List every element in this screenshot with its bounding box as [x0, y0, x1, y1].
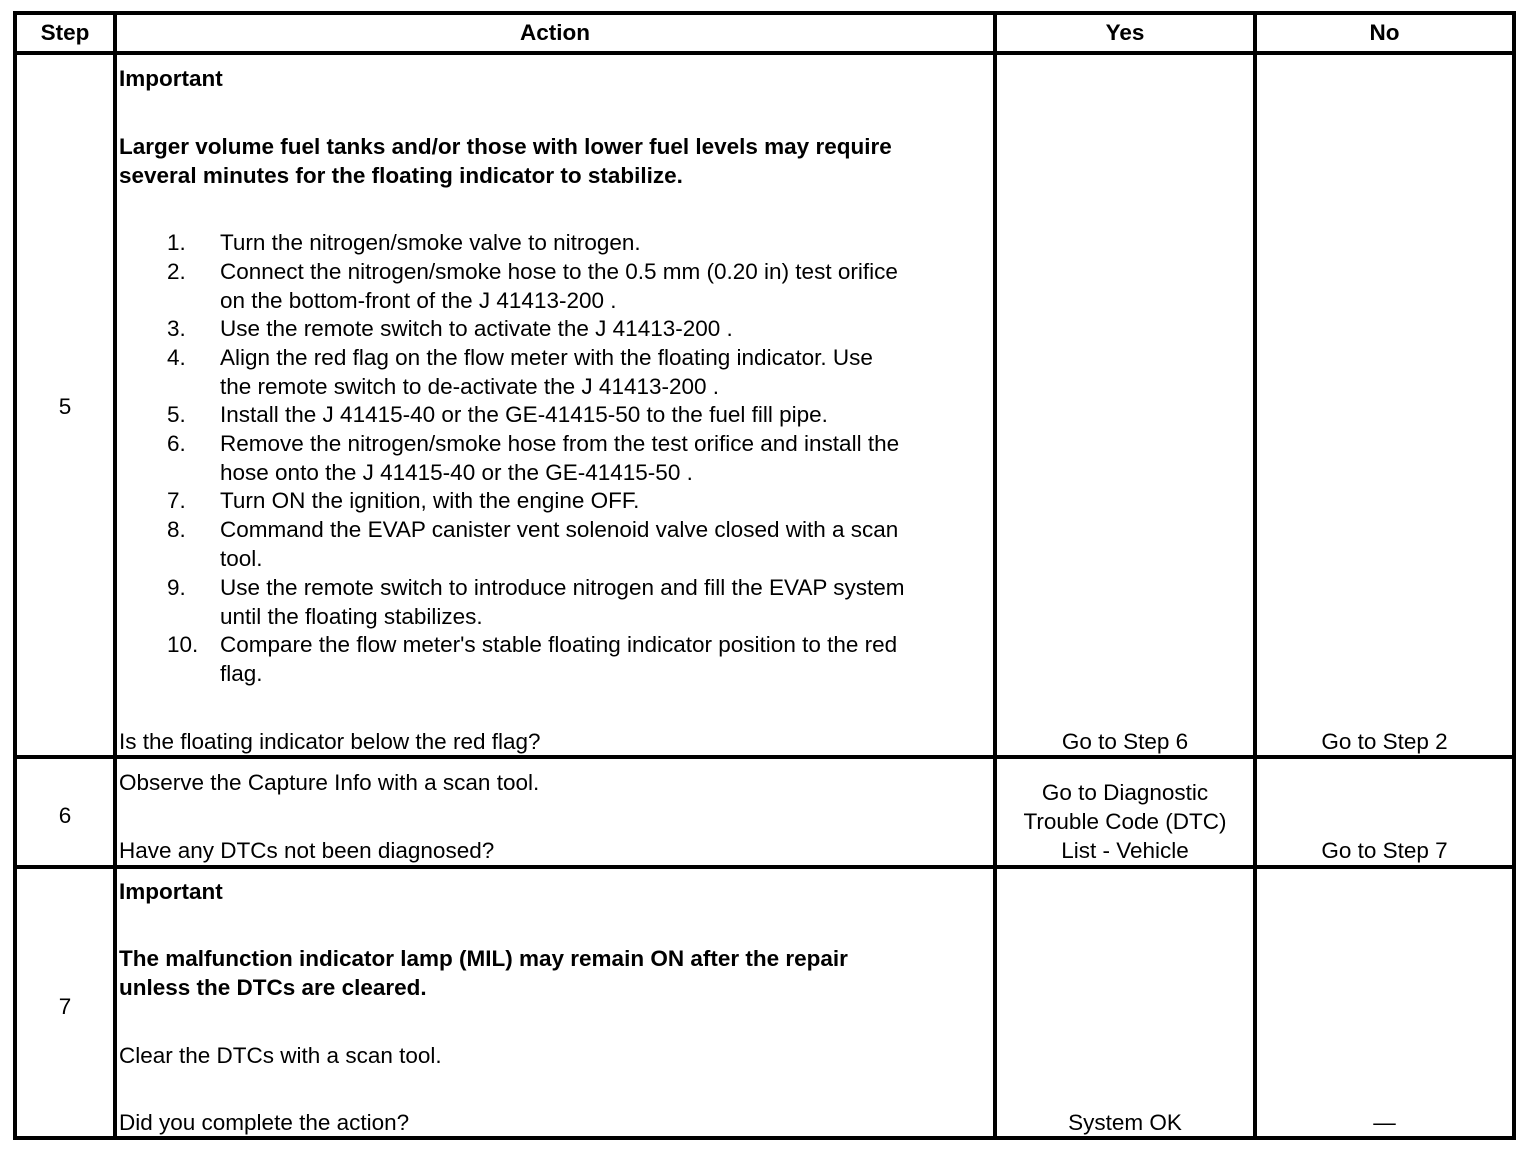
- list-item: Remove the nitrogen/smoke hose from the test orifice and install the: [220, 431, 900, 456]
- list-item: Connect the nitrogen/smoke hose to the 0.5 mm (0.20 in) test orifice: [220, 259, 898, 284]
- step-number: 6: [58, 803, 72, 828]
- list-item-number: 1.: [167, 230, 186, 255]
- question-text: Is the floating indicator below the red flag?: [119, 729, 541, 754]
- list-item-number: 8.: [167, 517, 186, 542]
- list-item: Align the red flag on the flow meter with the floating indicator. Use: [220, 345, 873, 370]
- list-item-number: 5.: [167, 402, 186, 427]
- list-item: flag.: [220, 661, 263, 686]
- important-note: Larger volume fuel tanks and/or those with lower fuel levels may require: [119, 134, 892, 159]
- list-item-number: 9.: [167, 575, 186, 600]
- list-item-number: 10.: [167, 632, 199, 657]
- column-divider: [1253, 15, 1257, 1136]
- header-action: Action: [520, 20, 590, 45]
- no-result: Go to Step 2: [1321, 729, 1448, 754]
- list-item: Use the remote switch to introduce nitrogen and fill the EVAP system: [220, 575, 905, 600]
- list-item: Turn ON the ignition, with the engine OFF.: [220, 488, 640, 513]
- list-item: until the floating stabilizes.: [220, 604, 483, 629]
- list-item-number: 3.: [167, 316, 186, 341]
- list-item: tool.: [220, 546, 263, 571]
- header-no: No: [1369, 20, 1400, 45]
- list-item-number: 2.: [167, 259, 186, 284]
- list-item: hose onto the J 41415-40 or the GE-41415-50 .: [220, 460, 693, 485]
- list-item: the remote switch to de-activate the J 41413-200 .: [220, 374, 720, 399]
- list-item-number: 6.: [167, 431, 186, 456]
- yes-result: Trouble Code (DTC): [1023, 809, 1227, 834]
- no-result: Go to Step 7: [1321, 838, 1448, 863]
- header-yes: Yes: [1105, 20, 1145, 45]
- header-step: Step: [40, 20, 90, 45]
- list-item-number: 4.: [167, 345, 186, 370]
- yes-result: Go to Step 6: [1061, 729, 1189, 754]
- list-item: Compare the flow meter's stable floating indicator position to the red: [220, 632, 898, 657]
- column-divider: [113, 15, 117, 1136]
- step-number: 7: [58, 994, 72, 1019]
- list-item: Install the J 41415-40 or the GE-41415-50 to the fuel fill pipe.: [220, 402, 828, 427]
- important-label: Important: [119, 66, 223, 91]
- diagnostic-table: [13, 11, 1516, 1140]
- list-item-number: 7.: [167, 488, 186, 513]
- no-result: —: [1373, 1110, 1396, 1135]
- action-text: Observe the Capture Info with a scan tool.: [119, 770, 540, 795]
- step-number: 5: [58, 394, 72, 419]
- row-divider: [17, 51, 1512, 55]
- important-note: unless the DTCs are cleared.: [119, 975, 427, 1000]
- question-text: Did you complete the action?: [119, 1110, 410, 1135]
- important-label: Important: [119, 879, 223, 904]
- list-item: Turn the nitrogen/smoke valve to nitrogen.: [220, 230, 641, 255]
- list-item: on the bottom-front of the J 41413-200 .: [220, 288, 617, 313]
- row-divider: [17, 865, 1512, 869]
- important-note: several minutes for the floating indicator to stabilize.: [119, 163, 683, 188]
- yes-result: System OK: [1068, 1110, 1182, 1135]
- yes-result: Go to Diagnostic: [1041, 780, 1209, 805]
- action-text: Clear the DTCs with a scan tool.: [119, 1043, 442, 1068]
- question-text: Have any DTCs not been diagnosed?: [119, 838, 495, 863]
- list-item: Command the EVAP canister vent solenoid valve closed with a scan: [220, 517, 899, 542]
- important-note: The malfunction indicator lamp (MIL) may remain ON after the repair: [119, 946, 848, 971]
- list-item: Use the remote switch to activate the J 41413-200 .: [220, 316, 733, 341]
- yes-result: List - Vehicle: [1061, 838, 1189, 863]
